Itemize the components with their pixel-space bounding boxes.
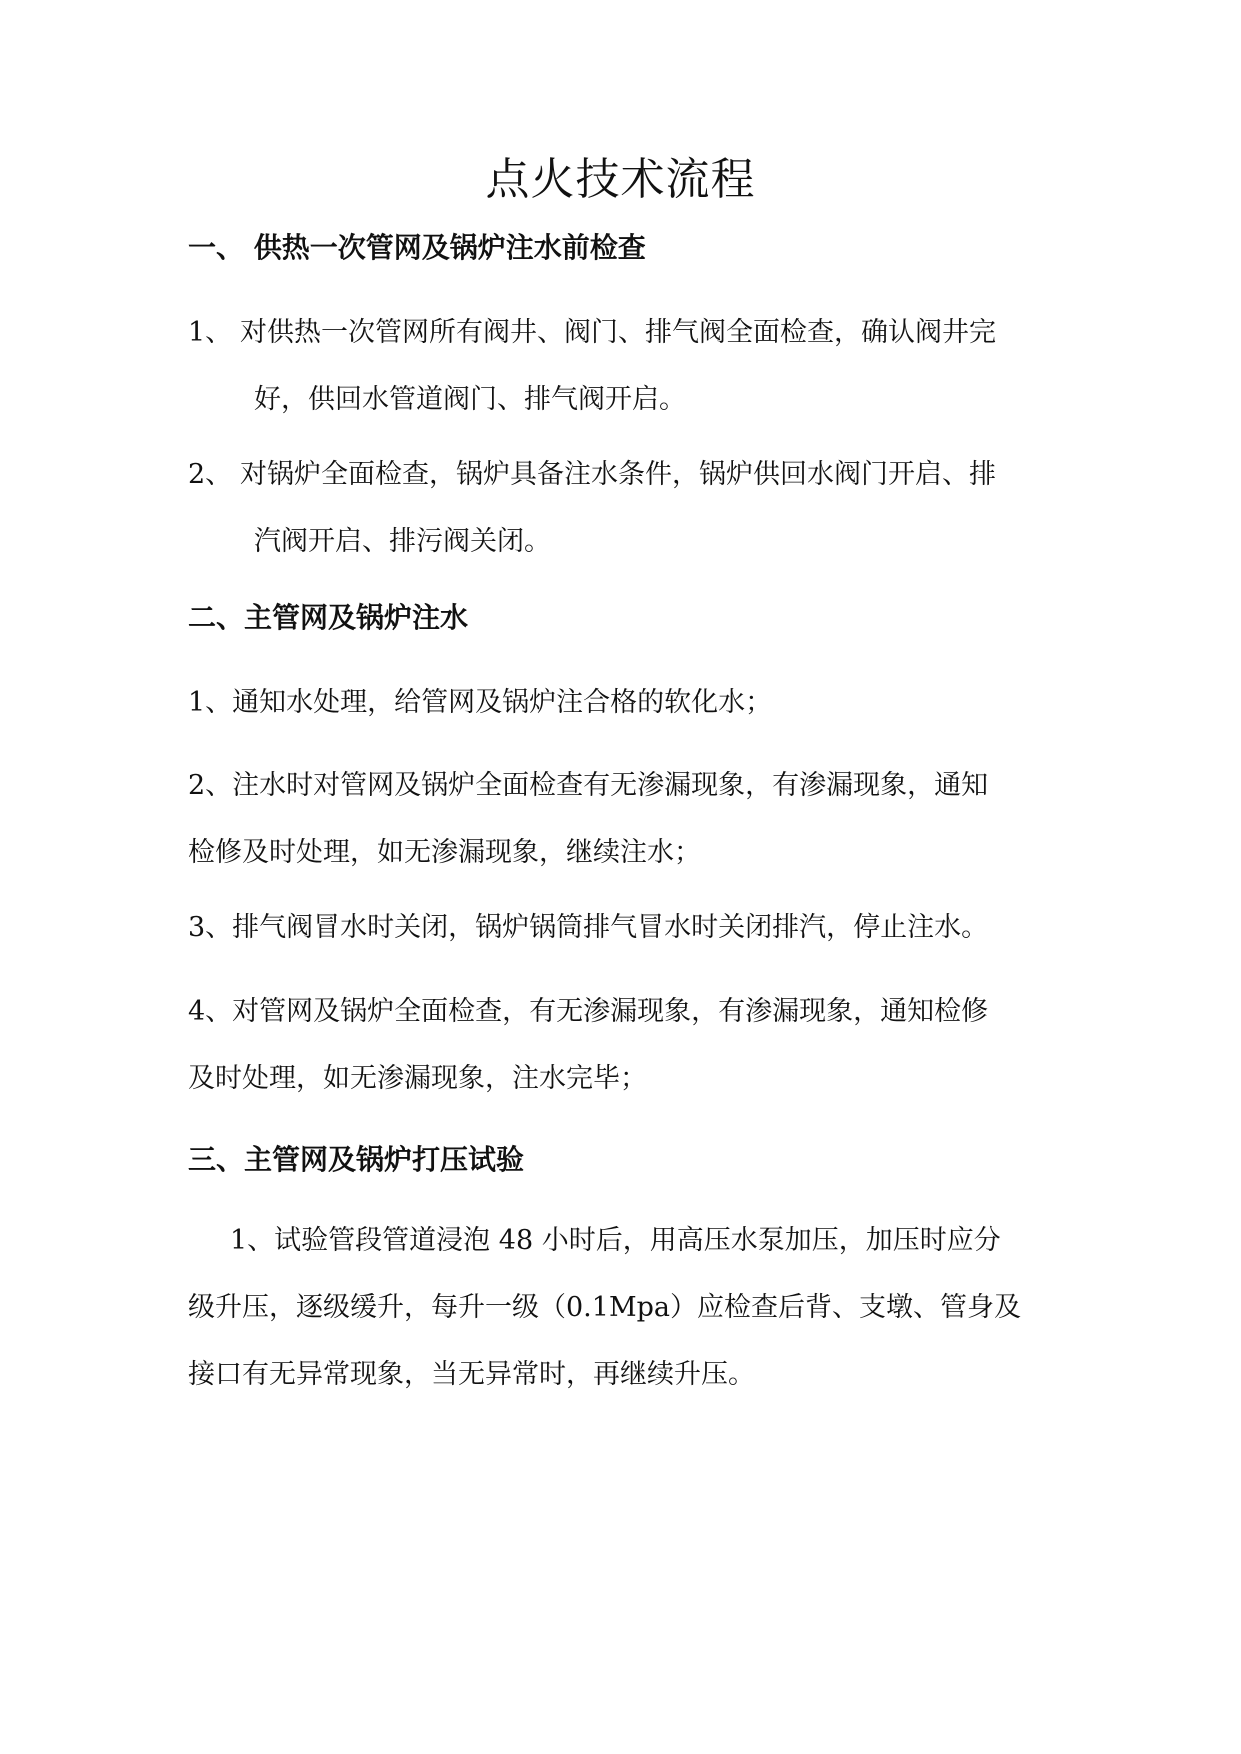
list-item <box>188 299 996 433</box>
paragraph-line: 1、通知水处理，给管网及锅炉注合格的软化水； <box>188 687 773 718</box>
section-heading-1: 一、 供热一次管网及锅炉注水前检查 <box>188 231 646 264</box>
paragraph <box>188 669 1058 736</box>
item-number: 1、 <box>188 317 233 348</box>
paragraph-line: 2、注水时对管网及锅炉全面检查有无渗漏现象，有渗漏现象，通知 <box>188 770 989 801</box>
paragraph-line: 3、排气阀冒水时关闭，锅炉锅筒排气冒水时关闭排汽，停止注水。 <box>188 912 989 943</box>
paragraph-line: 接口有无异常现象，当无异常时，再继续升压。 <box>188 1359 755 1390</box>
item-number: 2、 <box>188 459 233 490</box>
item-text-line2: 好，供回水管道阀门、排气阀开启。 <box>254 384 686 415</box>
paragraph <box>188 894 1058 961</box>
paragraph-line: 检修及时处理，如无渗漏现象，继续注水； <box>188 837 701 868</box>
paragraph-line: 4、对管网及锅炉全面检查，有无渗漏现象，有渗漏现象，通知检修 <box>188 996 989 1027</box>
item-text-line1: 对锅炉全面检查，锅炉具备注水条件，锅炉供回水阀门开启、排 <box>240 459 996 490</box>
item-text-line1: 对供热一次管网所有阀井、阀门、排气阀全面检查，确认阀井完 <box>240 317 996 348</box>
paragraph-line: 及时处理，如无渗漏现象，注水完毕； <box>188 1063 647 1094</box>
document-title: 点火技术流程 <box>485 154 756 205</box>
paragraph <box>188 1207 1058 1408</box>
section-heading-3: 三、主管网及锅炉打压试验 <box>188 1143 525 1176</box>
section-heading-2: 二、主管网及锅炉注水 <box>188 601 469 634</box>
paragraph <box>188 752 1058 886</box>
paragraph <box>188 978 1058 1112</box>
list-item <box>188 441 996 575</box>
paragraph-line: 1、试验管段管道浸泡 48 小时后，用高压水泵加压，加压时应分 <box>230 1225 1001 1256</box>
item-text-line2: 汽阀开启、排污阀关闭。 <box>254 526 551 557</box>
paragraph-line: 级升压，逐级缓升，每升一级（0.1Mpa）应检查后背、支墩、管身及 <box>188 1292 1021 1323</box>
